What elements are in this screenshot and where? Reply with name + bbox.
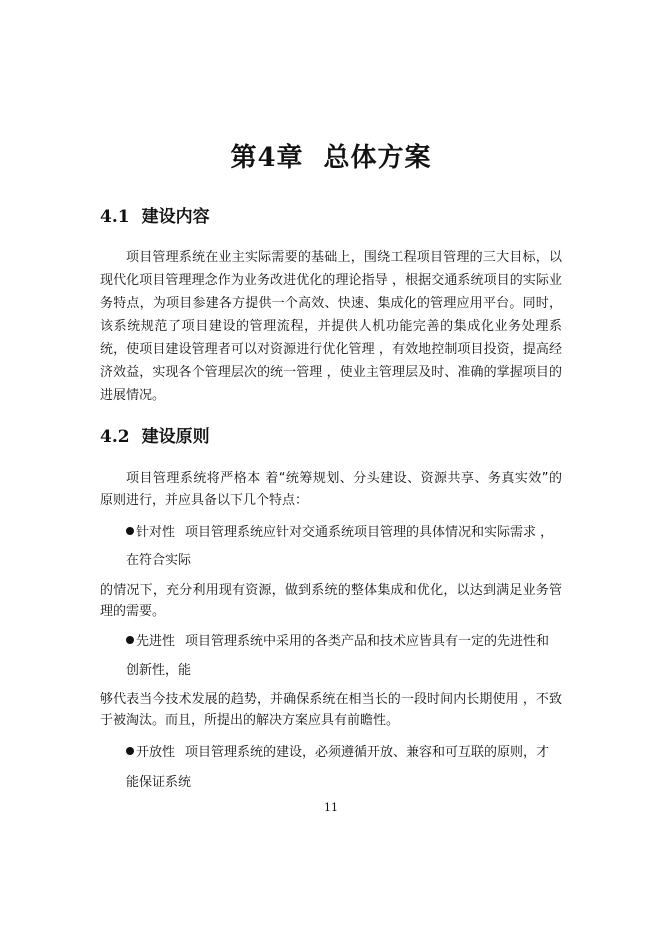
paragraph-line: 于被淘汰。而且，所提出的解决方案应具有前瞻性。 <box>100 713 400 728</box>
paragraph-line: 原则进行，并应具备以下几个特点： <box>100 493 309 508</box>
bullet-second-line: 在符合实际 <box>126 553 192 568</box>
paragraph-line: 够代表当今技术发展的趋势，并确保系统在相当长的一段时间内长期使用 ，不致 <box>100 692 562 707</box>
chapter-title-text: 总体方案 <box>323 143 432 173</box>
chapter-title <box>0 140 662 176</box>
bullet-second-line: 创新性，能 <box>126 663 192 678</box>
section-heading-4-2 <box>100 425 210 449</box>
bullet-icon <box>126 527 134 535</box>
bullet-first-line <box>126 523 562 543</box>
paragraph-line: 理的需要。 <box>100 604 166 619</box>
paragraph-line: 务特点，为项目参建各方提供一个高效、快速、集成化的管理应用平台。同时， <box>100 296 562 311</box>
section-number: 4.1 <box>100 207 130 227</box>
section-number: 4.2 <box>100 427 130 447</box>
chapter-number: 第4章 <box>230 143 304 173</box>
paragraph-line: 该系统规范了项目建设的管理流程，并提供人机功能完善的集成化业务处理系 <box>100 319 562 334</box>
bullet-text: 项目管理系统中采用的各类产品和技术应皆具有一定的先进性和 <box>185 634 550 649</box>
paragraph-line: 进展情况。 <box>100 388 166 403</box>
bullet-term: 先进性 <box>136 634 176 649</box>
page-number: 11 <box>324 801 338 814</box>
paragraph-line: 统，使项目建设管理者可以对资源进行优化管理 ，有效地控制项目投资，提高经 <box>100 342 562 357</box>
section-title: 建设原则 <box>141 427 210 447</box>
bullet-icon <box>126 636 134 644</box>
bullet-first-line <box>126 632 562 652</box>
bullet-text: 项目管理系统的建设，必须遵循开放、兼容和可互联的原则，才 <box>185 745 550 760</box>
section-heading-4-1 <box>100 205 210 229</box>
bullet-text: 项目管理系统应针对交通系统项目管理的具体情况和实际需求 ， <box>185 525 554 540</box>
section-title: 建设内容 <box>141 207 210 227</box>
paragraph-line: 现代化项目管理理念作为业务改进优化的理论指导 ，根据交通系统项目的实际业 <box>100 273 562 288</box>
bullet-second-line: 能保证系统 <box>126 775 192 790</box>
paragraph-line: 项目管理系统将严格本 着“统筹规划、分头建设、资源共享、务真实效”的 <box>126 471 562 486</box>
paragraph-line: 项目管理系统在业主实际需要的基础上，围绕工程项目管理的三大目标，以 <box>126 250 562 265</box>
paragraph-line: 的情况下，充分利用现有资源，做到系统的整体集成和优化，以达到满足业务管 <box>100 583 562 598</box>
bullet-first-line <box>126 743 562 763</box>
bullet-icon <box>126 747 134 755</box>
bullet-term: 针对性 <box>136 525 176 540</box>
paragraph-line: 济效益，实现各个管理层次的统一管理 ，使业主管理层及时、准确的掌握项目的 <box>100 365 562 380</box>
bullet-term: 开放性 <box>136 745 176 760</box>
